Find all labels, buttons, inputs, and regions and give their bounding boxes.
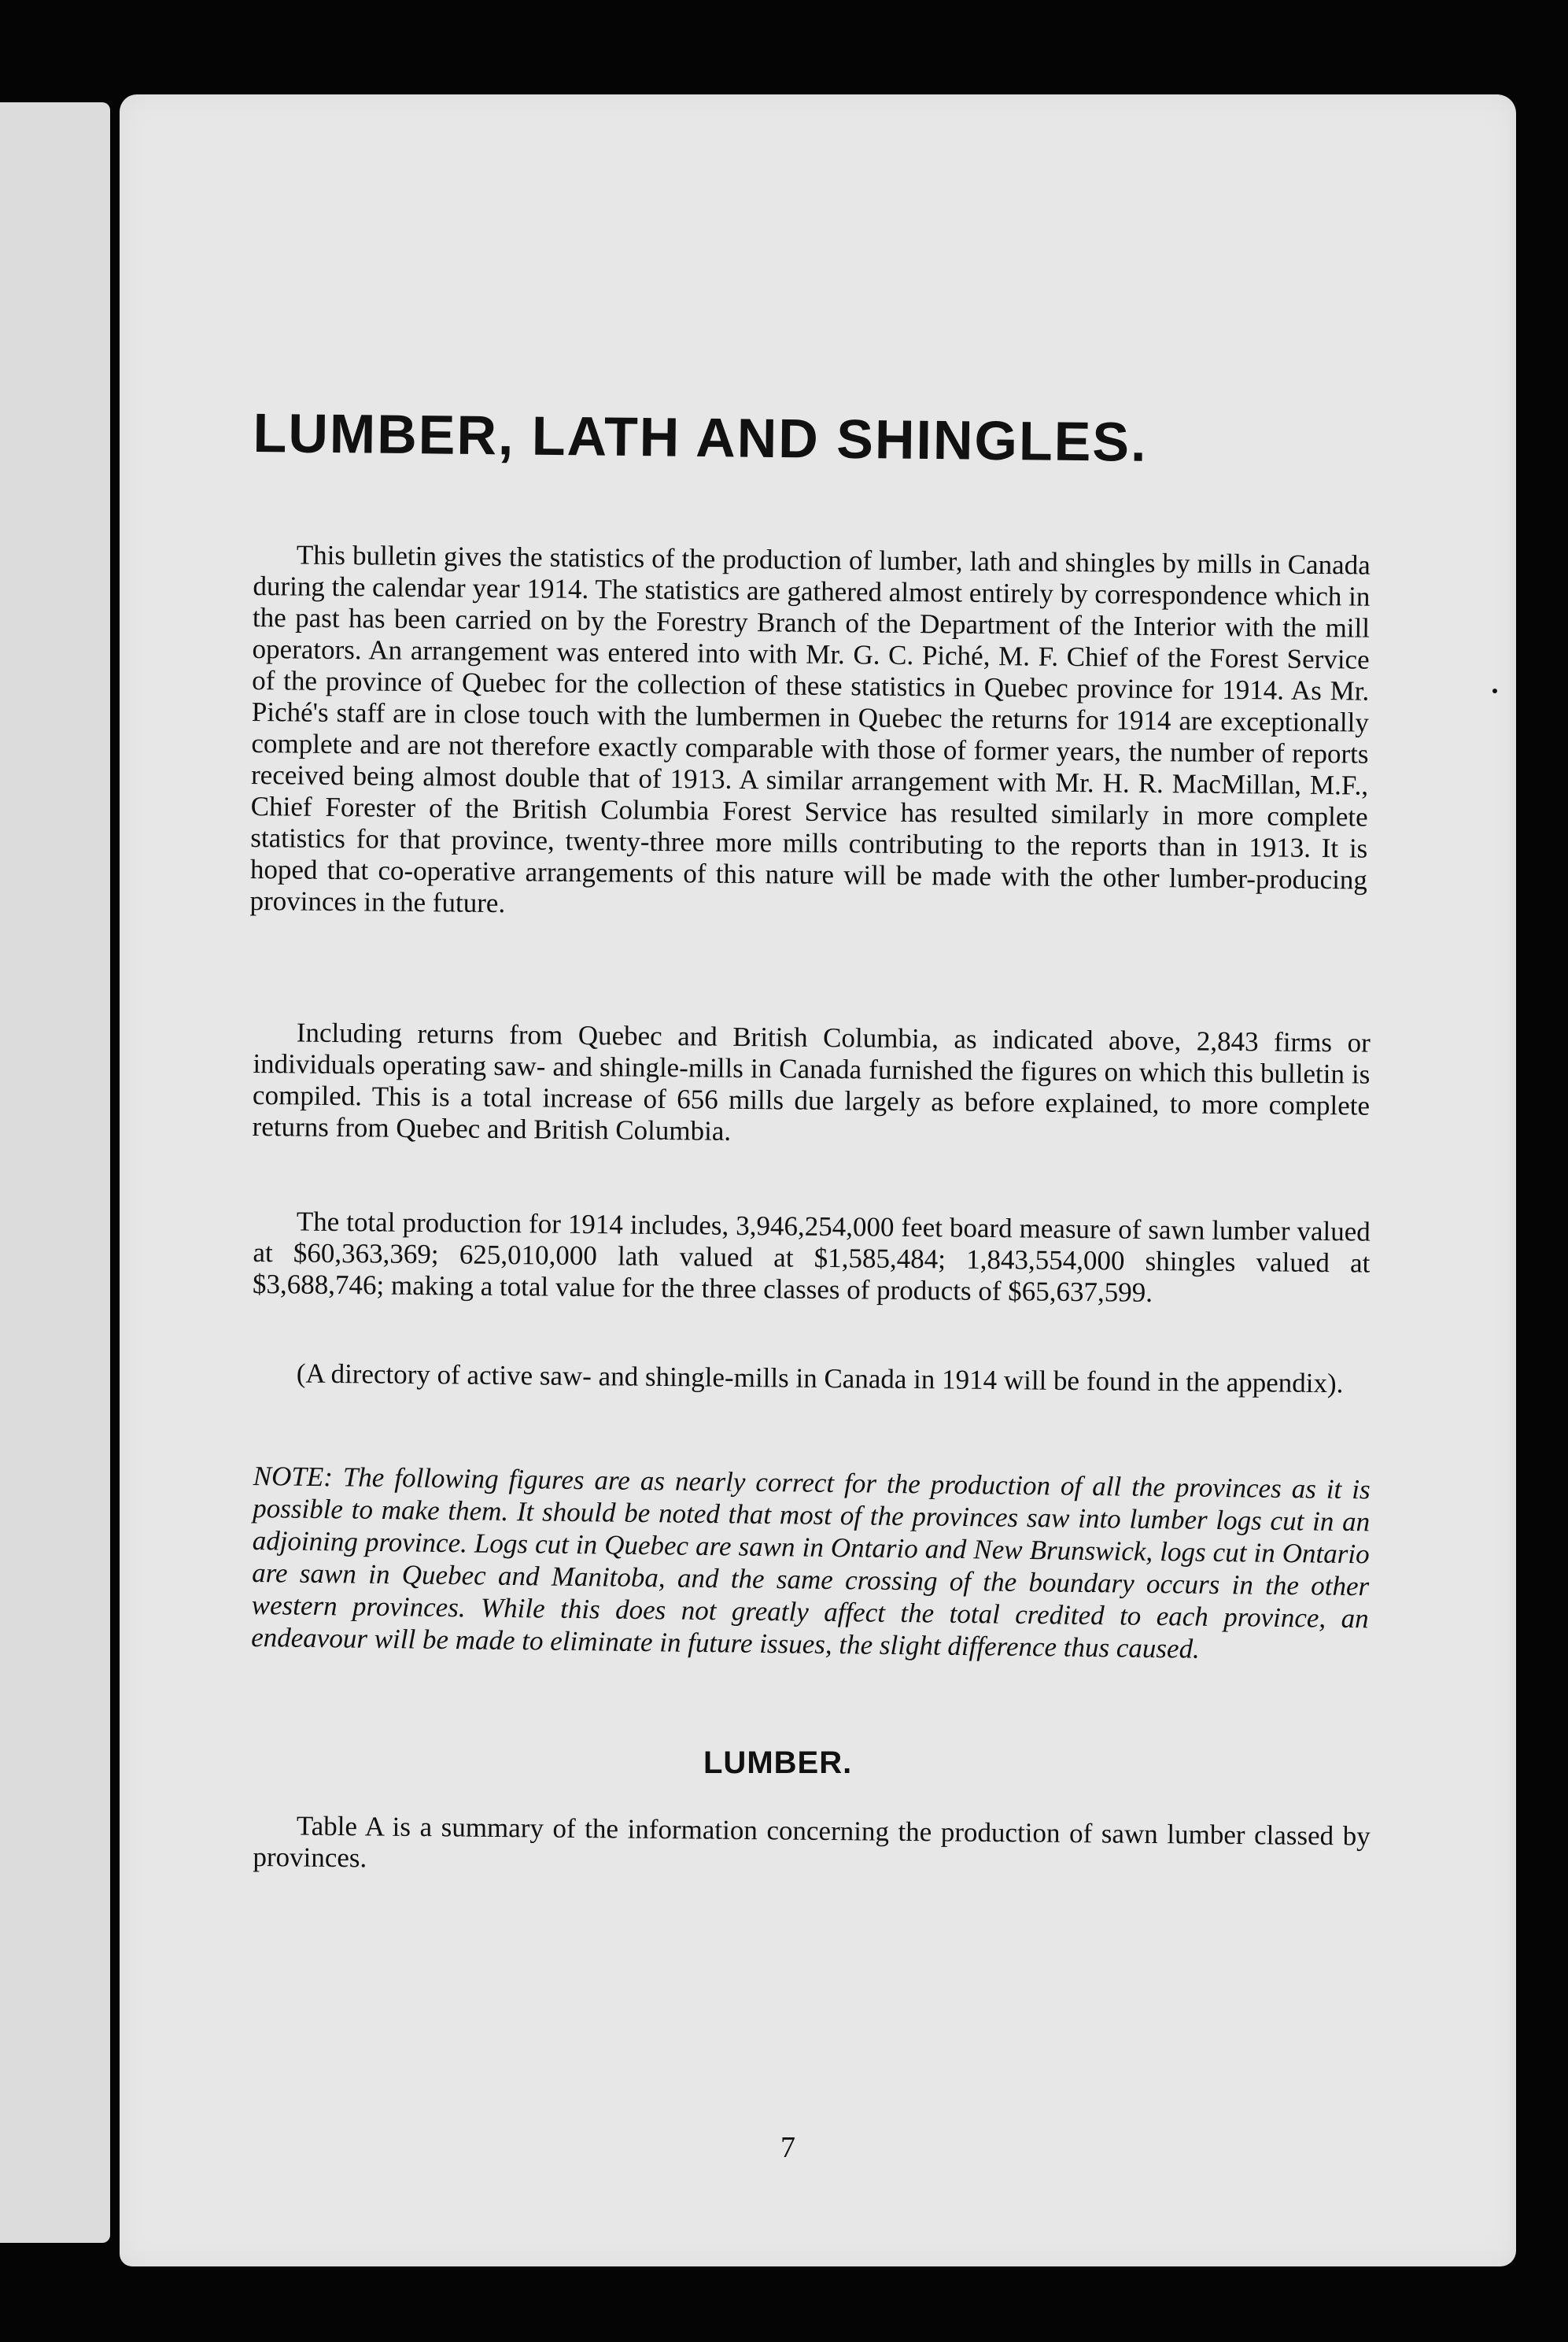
production-paragraph (253, 1206, 1371, 1311)
paragraph-text: (A directory of active saw- and shingle-mills in Canada in 1914 will be found in the appendix). (296, 1358, 1344, 1399)
section-heading: LUMBER. (703, 1745, 853, 1780)
intro-paragraph (249, 539, 1371, 928)
mills-paragraph (252, 1017, 1370, 1154)
dust-speck (1492, 689, 1497, 693)
paragraph-text: This bulletin gives the statistics of the production of lumber, lath and shingles by mills in Canada during the calendar year 1914. The statistics are gathered almost entirely by correspondence which in the past has been carried on by the Forestry Branch of the Department of the Interior with the mill operators. An arrangement was entered into with Mr. G. C. Piché, M. F. Chief of the Forest Service of the province of Quebec for the collection of these statistics in Quebec province for 1914. As Mr. Piché's staff are in close touch with the lumbermen in Quebec the returns for 1914 are exceptionally complete and are not therefore exactly comparable with those of former years, the number of reports received being almost double that of 1913. A similar arrangement with Mr. H. R. MacMillan, M.F., Chief Forester of the British Columbia Forest Service has resulted similarly in more complete statistics for that province, twenty-three more mills contributing to the reports than in 1913. It is hoped that co-operative arrangements of this nature will be made with the other lumber-producing provinces in the future. (249, 539, 1371, 919)
paragraph-text: Table A is a summary of the information concerning the production of sawn lumber classed by provinces. (253, 1810, 1371, 1874)
facing-page-edge (0, 102, 110, 2243)
page-number: 7 (780, 2131, 795, 2164)
directory-paragraph (253, 1358, 1371, 1400)
section-paragraph (253, 1810, 1371, 1884)
paragraph-text: Including returns from Quebec and British Columbia, as indicated above, 2,843 firms or individuals operating saw- and shingle-mills in Canada furnished the figures on which this bulletin is compiled. This is a total increase of 656 mills due largely as before explained, to more complete returns from Quebec and British Columbia. (252, 1017, 1371, 1147)
page-title: LUMBER, LATH AND SHINGLES. (253, 402, 1148, 473)
paragraph-text: The total production for 1914 includes, 3,946,254,000 feet board measure of sawn lumber valued at $60,363,369; 625,010,000 lath valued at $1,585,484; 1,843,554,000 shingles valued at $3,688,746; making a total value for the three classes of products of $65,637,599. (252, 1206, 1371, 1308)
note-paragraph: NOTE: The following figures are as nearly correct for the production of all the provinces as it is possible to make them. It should be noted that most of the provinces saw into lumber logs cut in an adjoining province. Logs cut in Quebec are sawn in Ontario and New Brunswick, logs cut in Ontario are sawn in Quebec and Manitoba, and the same crossing of the boundary occurs in the other western provinces. While this does not greatly affect the total credited to each province, an endeavour will be made to eliminate in future issues, the slight difference thus caused. (251, 1460, 1371, 1664)
document-page (120, 94, 1516, 2266)
